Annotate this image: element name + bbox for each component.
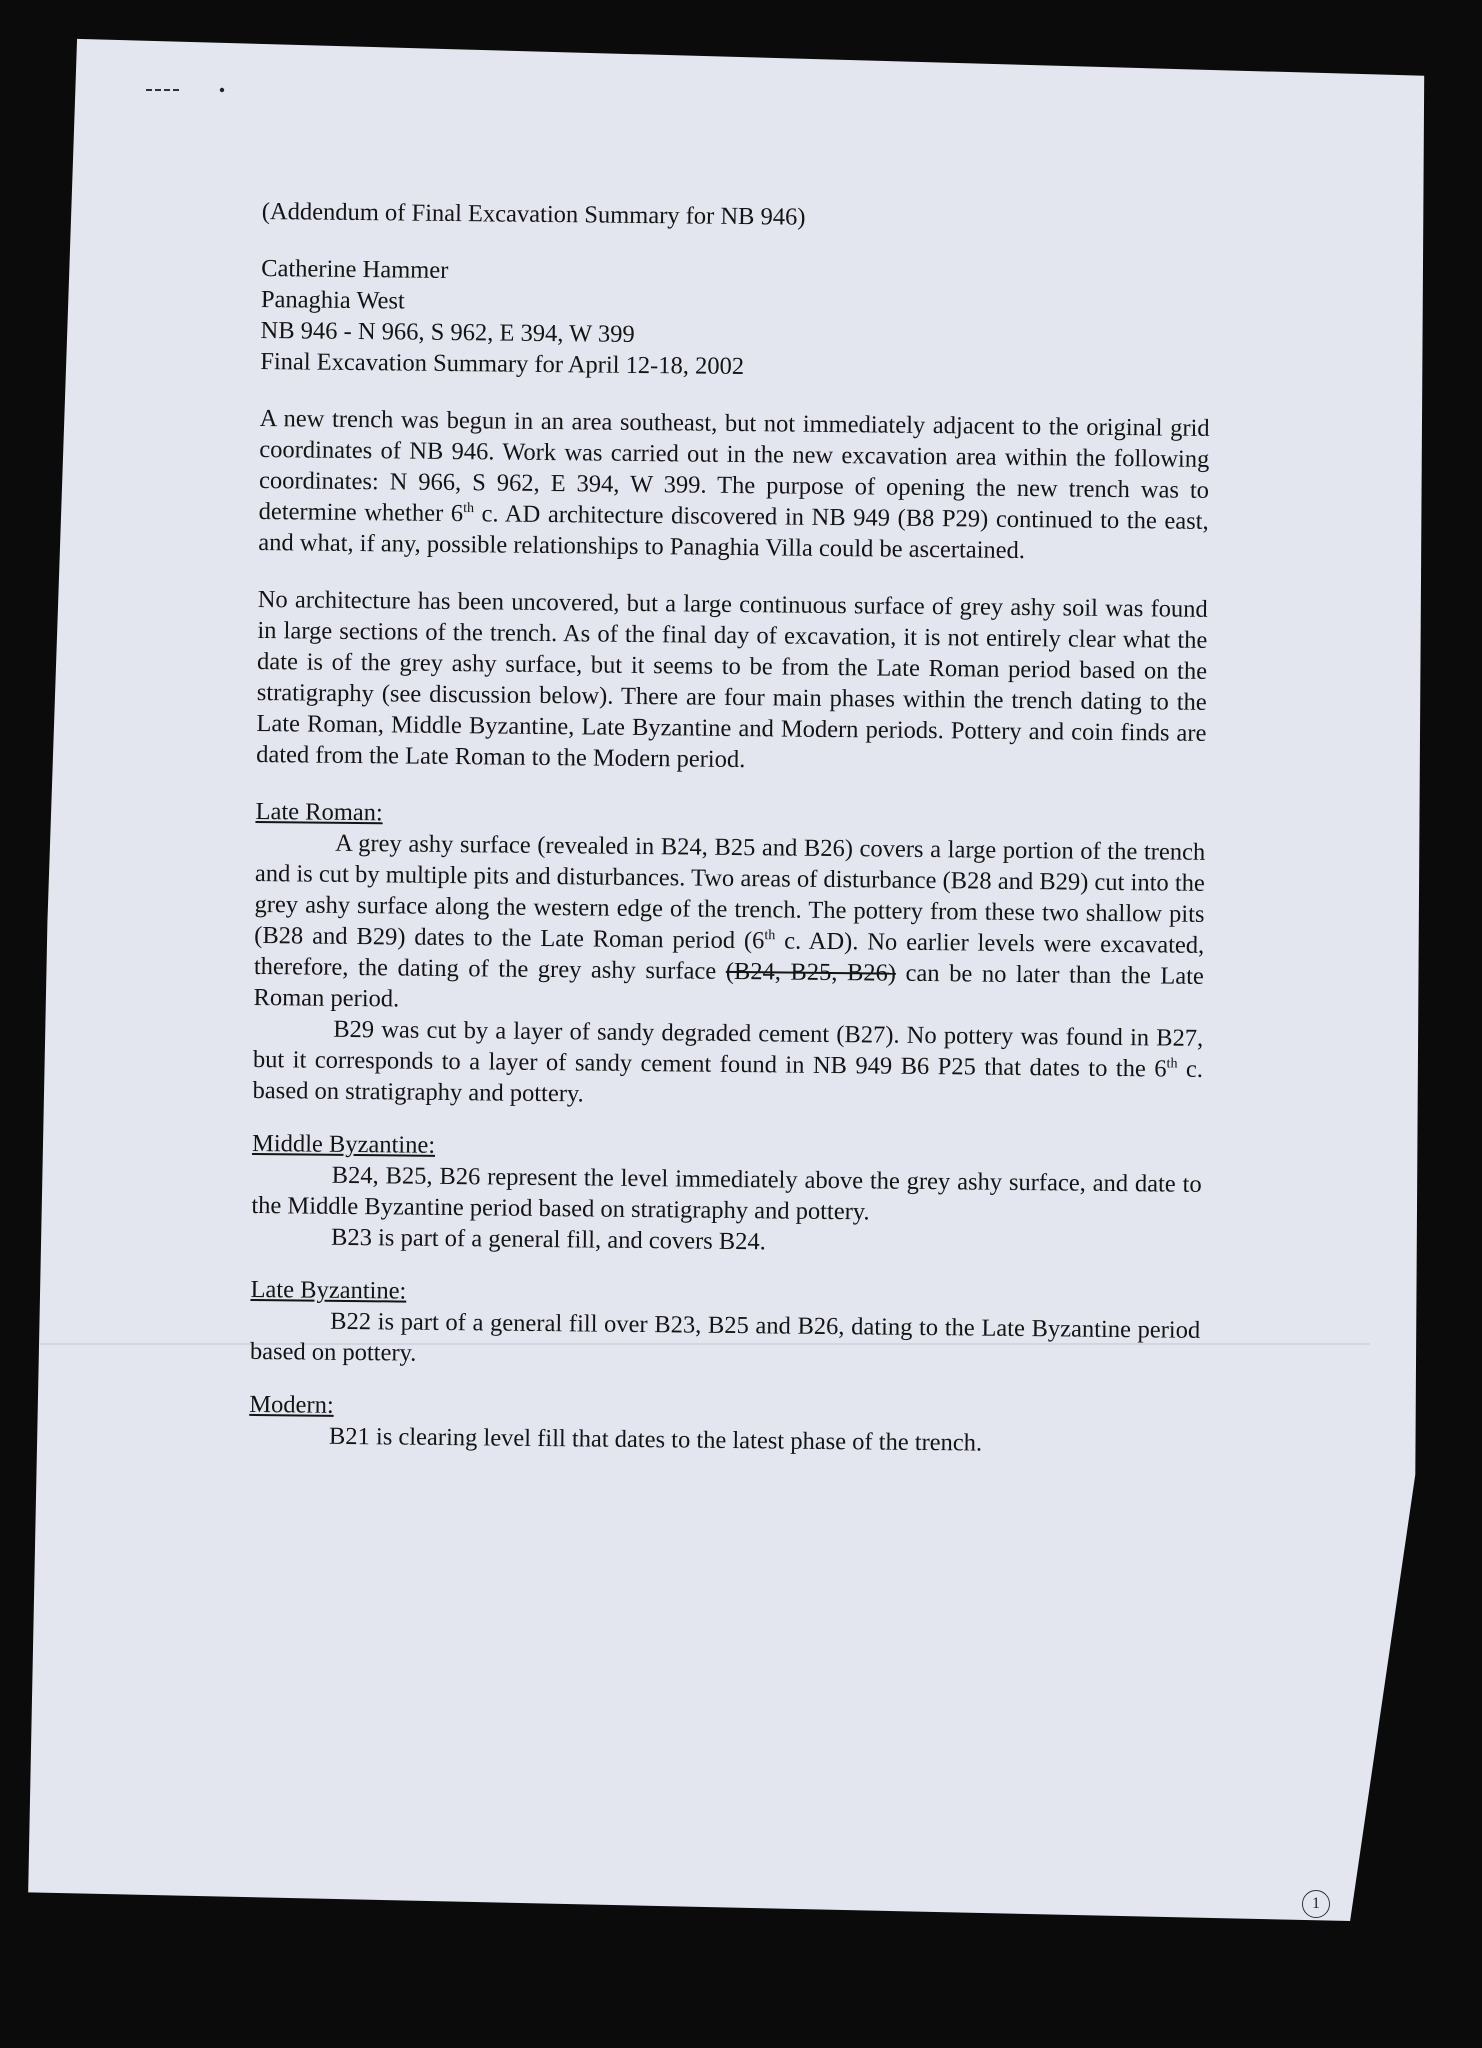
late-roman-p1-text-a: A grey ashy surface (revealed in B24, B25 and B26) covers a large portion of the trench and is cut by multiple pits and disturbances. Two areas of disturbance (B28 and B29) cut into the grey ashy surface along the western edge of the trench. The pottery from these two shallow pits (B28 and B29) dates to the Late Roman period (6	[254, 829, 1206, 955]
section-late-byzantine	[250, 1274, 1201, 1377]
section-title-late-byzantine: Late Byzantine:	[250, 1275, 407, 1305]
late-roman-p2-superscript: th	[1166, 1056, 1178, 1072]
summary-title: Final Excavation Summary for April 12-18, 2002	[260, 347, 745, 381]
intro-p1-superscript: th	[463, 500, 475, 517]
late-roman-p1-text-b: c. AD). No earlier levels were excavated, therefore, the dating of the grey ashy surface	[253, 927, 1205, 985]
author-name: Catherine Hammer	[261, 254, 449, 284]
late-roman-paragraph-1	[253, 827, 1205, 1023]
middle-byzantine-paragraph-1: B24, B25, B26 represent the level immediately above the grey ashy surface, and date to the Middle Byzantine period based on stratigraphy and pottery.	[251, 1161, 1202, 1226]
late-roman-p1-text-c: can be no later than the Late Roman period.	[253, 959, 1205, 1013]
section-title-modern: Modern:	[249, 1390, 334, 1419]
section-late-roman	[252, 796, 1205, 1116]
intro-paragraph-1	[258, 403, 1210, 568]
summary-header	[260, 253, 1211, 387]
intro-p1-text-a: A new trench was begun in an area southeast, but not immediately adjacent to the original grid coordinates of NB 946. Work was carried out in the new excavation area within the following coordinates: N 966, S 962, E 394, W 399. The purpose of opening the new trench was to determine whether 6	[258, 404, 1210, 528]
trench-coordinates: NB 946 - N 966, S 962, E 394, W 399	[260, 316, 635, 348]
middle-byzantine-paragraph-2: B23 is part of a general fill, and covers B24.	[330, 1223, 766, 1256]
pen-dash-mark	[146, 86, 226, 94]
section-modern	[249, 1389, 1200, 1461]
section-middle-byzantine	[251, 1128, 1202, 1262]
section-title-middle-byzantine: Middle Byzantine:	[251, 1129, 436, 1159]
struck-through-text: (B24, B25, B26)	[725, 957, 897, 987]
late-roman-p2-text-b: c. based on stratigraphy and pottery.	[252, 1055, 1204, 1108]
late-byzantine-paragraph-1: B22 is part of a general fill over B23, B25 and B26, dating to the Late Byzantine period based on pottery.	[249, 1307, 1201, 1367]
page-number: 1	[1302, 1890, 1330, 1918]
addendum-title: (Addendum of Final Excavation Summary for NB 946)	[261, 197, 806, 231]
site-name: Panaghia West	[260, 285, 405, 315]
intro-p1-text-b: c. AD architecture discovered in NB 949 (B8 P29) continued to the east, and what, if any, possible relationships to Panaghia Villa could be ascertained.	[258, 500, 1209, 565]
document-body	[249, 196, 1212, 1483]
intro-paragraph-2: No architecture has been uncovered, but a large continuous surface of grey ashy soil was found in large sections of the trench. As of the final day of excavation, it is not entirely clear what the date is of the grey ashy surface, but it seems to be from the Late Roman period based on the stratigraphy (see discussion below). There are four main phases within the trench dating to the Late Roman, Middle Byzantine, Late Byzantine and Modern periods. Pottery and coin finds are dated from the Late Roman to the Modern period.	[256, 585, 1208, 774]
modern-paragraph-1: B21 is clearing level fill that dates to the latest phase of the trench.	[328, 1422, 983, 1457]
late-roman-paragraph-2	[252, 1013, 1203, 1116]
late-roman-p1-superscript: th	[764, 928, 776, 944]
late-roman-p2-text-a: B29 was cut by a layer of sandy degraded cement (B27). No pottery was found in B27, but it corresponds to a layer of sandy cement found in NB 949 B6 P25 that dates to the 6	[252, 1015, 1204, 1083]
section-title-late-roman: Late Roman:	[255, 797, 383, 827]
